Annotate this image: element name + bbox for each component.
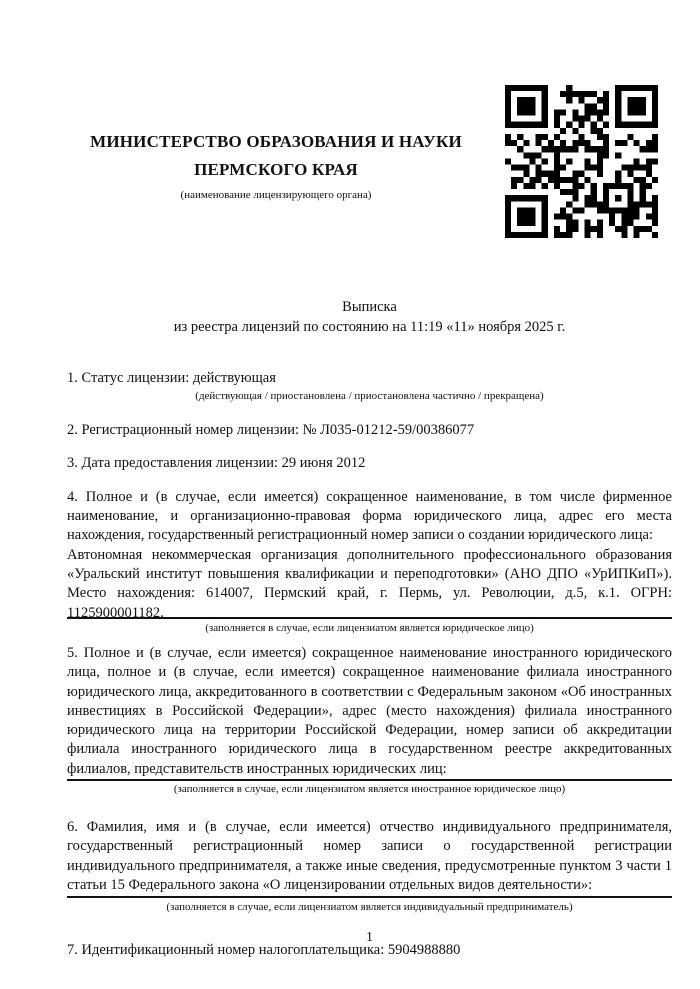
page-number: 1 (366, 930, 373, 945)
list-item (67, 369, 672, 404)
items-container (67, 369, 672, 961)
title-line1: Выписка (342, 299, 397, 315)
authority-name-line2: ПЕРМСКОГО КРАЯ (194, 160, 358, 179)
qr-code-icon (505, 85, 658, 238)
item-statement: 5. Полное и (в случае, если имеется) сокращенное наименование иностранного юридического лица, полное и (в случае, если имеется) сокращенное наименование филиала иностранного юридического лица, аккредитованного в соответствии с Федеральным законом «Об иностранных инвестициях в Российской Федерации», адрес (место нахождения) филиала иностранного юридического лица на территории Российской Федерации, номер записи об аккредитации филиала иностранного юридического лица в государственном реестре аккредитованных филиалов, представительств иностранных юридических лиц: (67, 644, 672, 777)
list-item (67, 818, 672, 915)
list-item (67, 421, 672, 440)
item-value: Автономная некоммерческая организация дополнительного профессионального образования «Уральский институт повышения квалификации и переподготовки» (АНО ДПО «УрИПКиП»). Место нахождения: 614007, Пермский край, г. Пермь, ул. Революции, д.5, к.1. ОГРН: 1125900001182. (67, 546, 672, 621)
list-item (67, 488, 672, 636)
title-line2: из реестра лицензий по состоянию на 11:19 «11» ноября 2025 г. (173, 318, 566, 335)
item-statement: 7. Идентификационный номер налогоплательщика: 5904988880 (67, 942, 461, 959)
licensing-authority-name (67, 128, 485, 184)
item-caption: (заполняется в случае, если лицензиатом является юридическое лицо) (205, 621, 534, 634)
document-title (67, 298, 672, 337)
authority-name-line1: МИНИСТЕРСТВО ОБРАЗОВАНИЯ И НАУКИ (90, 132, 462, 151)
item-caption: (заполняется в случае, если лицензиатом является иностранное юридическое лицо) (173, 783, 566, 796)
item-statement: 2. Регистрационный номер лицензии: № Л035-01212-59/00386077 (67, 422, 475, 439)
fill-in-line (67, 779, 672, 781)
item-statement: 6. Фамилия, имя и (в случае, если имеется) отчество индивидуального предпринимателя, государственный регистрационный номер записи о государственной регистрации индивидуального предпринимателя, а также иные сведения, предусмотренные пунктом 3 части 1 статьи 15 Федерального закона «О лицензировании отдельных видов деятельности»: (67, 819, 672, 893)
document-header (67, 128, 485, 203)
item-caption: (заполняется в случае, если лицензиатом является индивидуальный предприниматель) (166, 901, 573, 914)
list-item (67, 454, 672, 473)
licensing-authority-caption: (наименование лицензирующего органа) (180, 189, 372, 201)
item-statement: 1. Статус лицензии: действующая (67, 370, 276, 386)
item-statement: 3. Дата предоставления лицензии: 29 июня 2012 (67, 454, 366, 471)
item-statement: 4. Полное и (в случае, если имеется) сокращенное наименование, в том числе фирменное наименование, и организационно-правовая форма юридического лица, адрес его места нахождения, государственный регистрационный номер записи о создании юридического лица: (67, 488, 672, 544)
item-caption: (действующая / приостановлена / приостановлена частично / прекращена) (195, 390, 544, 403)
list-item (67, 644, 672, 797)
fill-in-line (67, 896, 672, 898)
